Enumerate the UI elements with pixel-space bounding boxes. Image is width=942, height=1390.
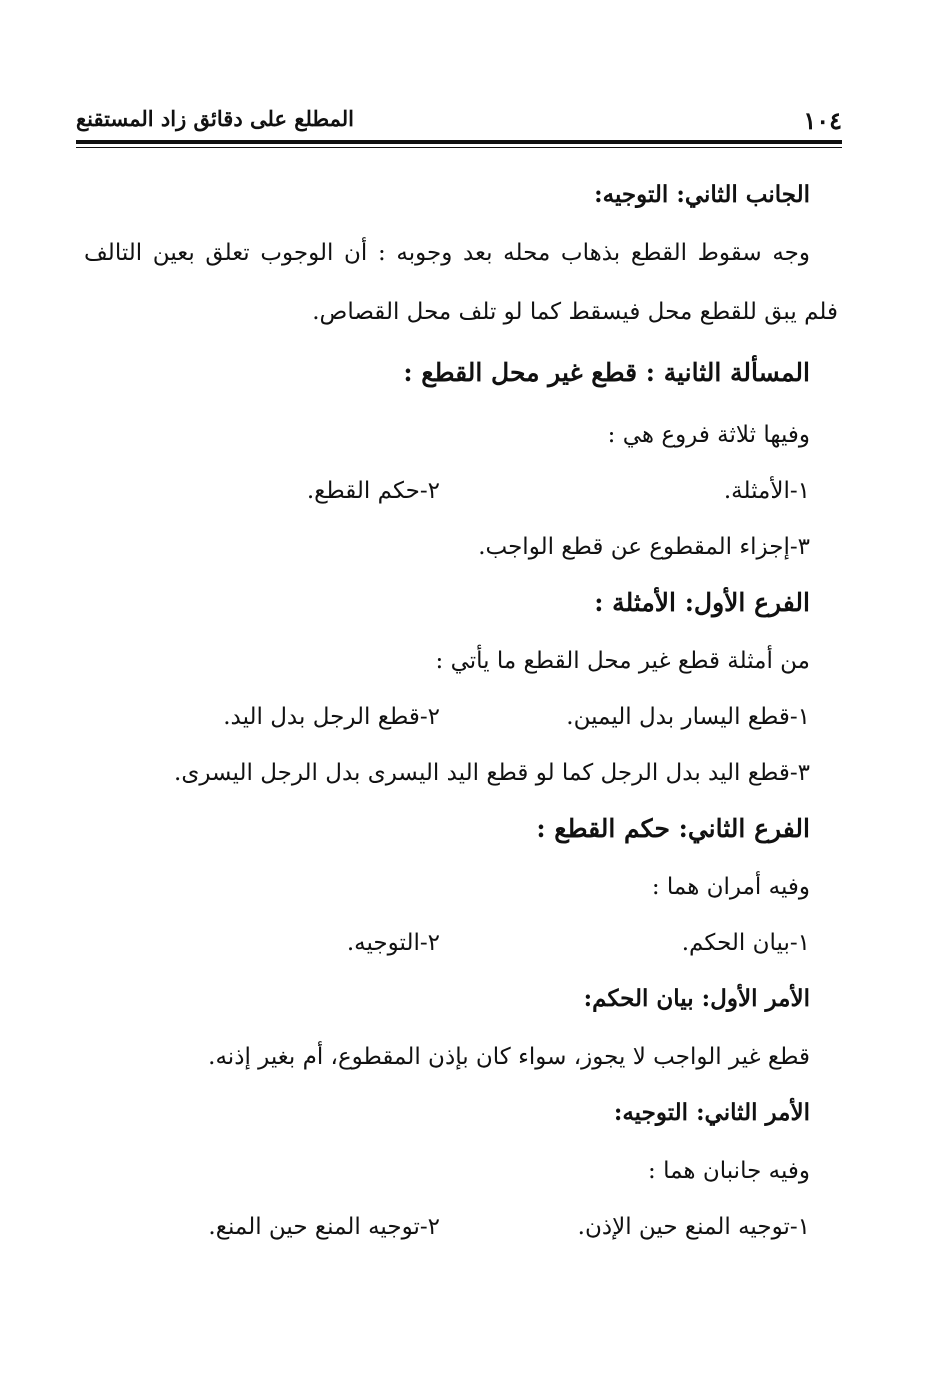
page-number: ١٠٤ (803, 106, 842, 135)
list-item: ١-الأمثلة. (723, 478, 810, 504)
list-item: ١-قطع اليسار بدل اليمين. (566, 704, 810, 730)
section-heading: الفرع الأول: الأمثلة : (594, 588, 810, 617)
list-item: ٢-التوجيه. (346, 930, 440, 956)
section-heading: المسألة الثانية : قطع غير محل القطع : (403, 358, 810, 387)
header-rule-thin (76, 147, 842, 148)
paragraph-line: من أمثلة قطع غير محل القطع ما يأتي : (435, 648, 810, 674)
paragraph-line: وجه سقوط القطع بذهاب محله بعد وجوبه : أن الوجوب تعلق بعين التالف (84, 240, 810, 266)
paragraph-line: وفيه أمران هما : (651, 874, 810, 900)
page-header (76, 104, 842, 144)
section-heading: الفرع الثاني: حكم القطع : (536, 814, 810, 843)
header-rule-thick (76, 140, 842, 144)
running-title: المطلع على دقائق زاد المستقنع (76, 106, 355, 131)
paragraph-line: وفيه جانبان هما : (648, 1158, 810, 1184)
subheading-second-aspect: الجانب الثاني: التوجيه: (594, 181, 810, 208)
list-item: ٢-توجيه المنع حين المنع. (208, 1214, 440, 1240)
paragraph-line: وفيها ثلاثة فروع هي : (607, 422, 810, 448)
list-item: ٣-قطع اليد بدل الرجل كما لو قطع اليد اليسرى بدل الرجل اليسرى. (174, 760, 810, 786)
list-item: ٢-حكم القطع. (306, 478, 440, 504)
list-item: ١-بيان الحكم. (681, 930, 810, 956)
subheading: الأمر الأول: بيان الحكم: (583, 985, 810, 1012)
paragraph-line: فلم يبق للقطع محل فيسقط كما لو تلف محل القصاص. (312, 299, 838, 325)
paragraph-line: قطع غير الواجب لا يجوز، سواء كان بإذن المقطوع، أم بغير إذنه. (208, 1044, 810, 1070)
subheading: الأمر الثاني: التوجيه: (613, 1099, 810, 1126)
list-item: ٣-إجزاء المقطوع عن قطع الواجب. (478, 534, 810, 560)
list-item: ١-توجيه المنع حين الإذن. (577, 1214, 810, 1240)
list-item: ٢-قطع الرجل بدل اليد. (223, 704, 440, 730)
